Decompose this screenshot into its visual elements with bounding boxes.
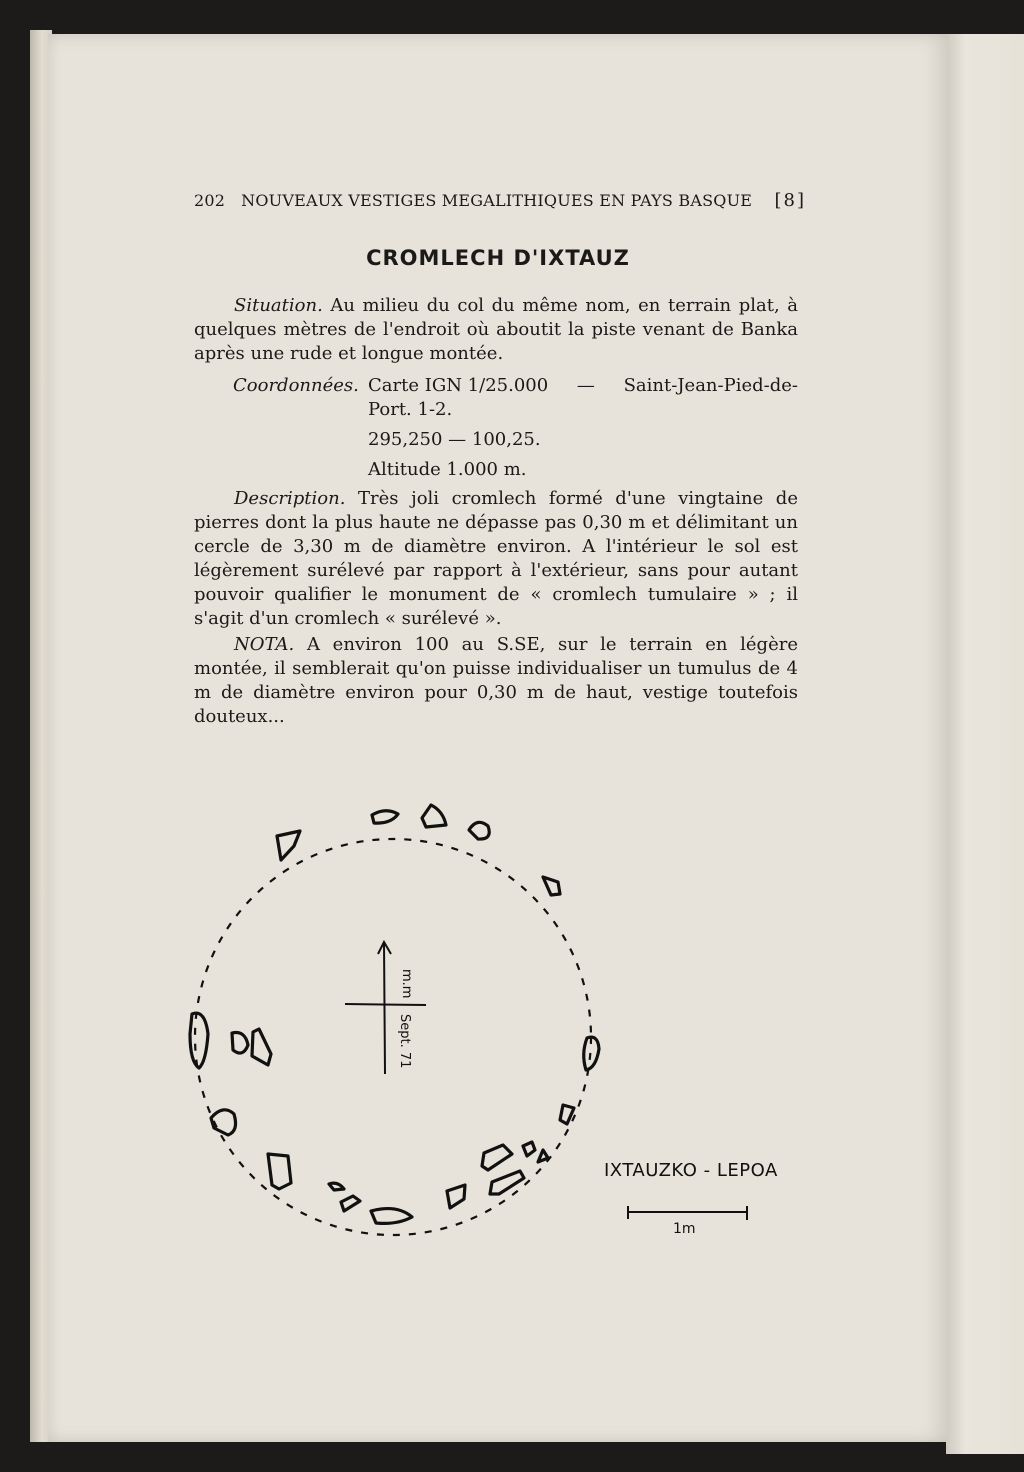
stone	[447, 1185, 465, 1208]
stone	[372, 811, 398, 823]
stone	[469, 822, 489, 839]
cromlech-plan-drawing	[48, 34, 948, 1442]
cromlech-circle	[195, 839, 591, 1235]
stone	[490, 1171, 524, 1194]
coordinates-altitude: Altitude 1.000 m.	[368, 459, 527, 480]
description-text: Très joli cromlech formé d'une vingtaine de pierres dont la plus haute ne dépasse pas 0,30 m et délimitant un cercle de 3,30 m de diamètre environ. A l'intérieur le sol est légèrement surélevé par rapport à l'extérieur, sans pour autant pouvoir qualifier le monument de « cromlech tumulaire » ; il s'agit d'un cromlech « surélevé ».	[194, 488, 798, 629]
adjacent-page-edge	[946, 34, 1024, 1454]
stone	[371, 1209, 412, 1224]
stone	[329, 1183, 344, 1190]
stone	[341, 1196, 360, 1211]
page-number: 202	[194, 191, 226, 210]
stone	[560, 1105, 574, 1124]
situation-label: Situation.	[234, 295, 323, 316]
stone	[538, 1150, 548, 1162]
date-label: Sept. 71	[397, 1014, 412, 1069]
situation-text: Au milieu du col du même nom, en terrain plat, à quelques mètres de l'endroit où aboutit la piste venant de Banka après une rude et longue montée.	[194, 295, 798, 364]
coordinates-port: Port. 1-2.	[368, 399, 453, 420]
description-label: Description.	[234, 488, 346, 509]
book-page	[48, 34, 948, 1442]
coordinates-map: Carte IGN 1/25.000	[368, 375, 549, 396]
scale-label: 1m	[673, 1221, 696, 1237]
coordinates-values: 295,250 — 100,25.	[368, 429, 541, 450]
north-arrow-line	[384, 942, 385, 1074]
nota-label: NOTA.	[234, 634, 295, 655]
stone	[422, 805, 446, 827]
nota-text: A environ 100 au S.SE, sur le terrain en légère montée, il semblerait qu'on puisse individualiser un tumulus de 4 m de diamètre environ pour 0,30 m de haut, vestige toutefois douteux...	[194, 634, 798, 727]
stone	[523, 1142, 535, 1156]
section-title: CROMLECH D'IXTAUZ	[366, 246, 630, 270]
site-label: IXTAUZKO - LEPOA	[604, 1160, 778, 1181]
coordinates-sheet: Saint-Jean-Pied-de-	[623, 375, 798, 396]
stone	[268, 1154, 291, 1189]
stone	[232, 1033, 248, 1054]
stone	[252, 1029, 271, 1065]
page-content	[48, 34, 948, 1442]
coordinates-label: Coordonnées.	[233, 375, 359, 396]
section-number: [8]	[774, 190, 806, 211]
coordinates-dash: —	[576, 375, 595, 396]
stone	[543, 877, 560, 895]
stone	[190, 1013, 208, 1068]
east-west-line	[345, 1004, 426, 1005]
stone	[482, 1145, 512, 1170]
north-label: m.m	[399, 969, 414, 999]
stone	[277, 831, 300, 860]
running-title: NOUVEAUX VESTIGES MEGALITHIQUES EN PAYS BASQUE	[241, 191, 753, 210]
